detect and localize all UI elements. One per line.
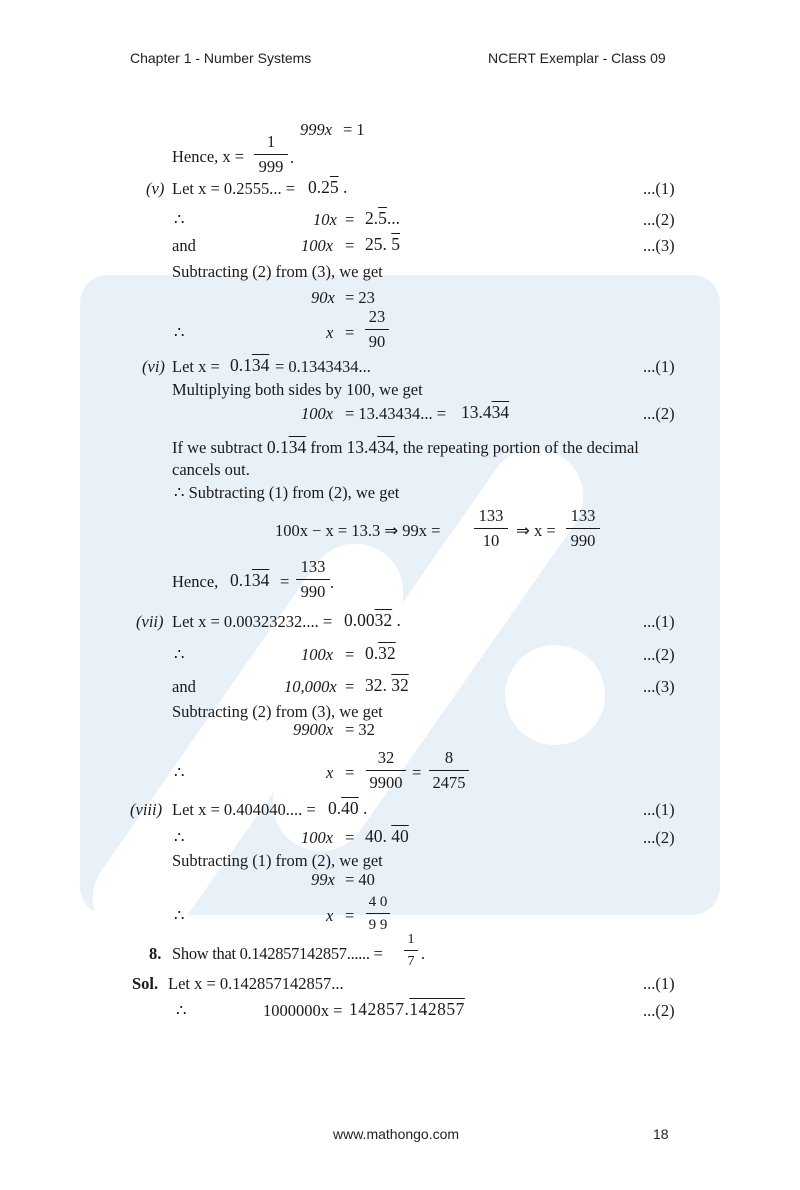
footer-page-number: 18 bbox=[653, 1126, 669, 1142]
therefore-symbol: ∴ bbox=[174, 906, 185, 925]
equation-number: ...(2) bbox=[643, 210, 675, 229]
part-label: (vi) bbox=[142, 357, 165, 376]
recurring-decimal: 0.134 bbox=[230, 570, 270, 590]
recurring-decimal: 40. 40 bbox=[365, 826, 409, 846]
multiplying-text: Multiplying both sides by 100, we get bbox=[172, 380, 423, 399]
subtracting-text: Subtracting (2) from (3), we get bbox=[172, 702, 383, 721]
period: . bbox=[290, 148, 295, 167]
part-label: (viii) bbox=[130, 800, 163, 819]
eq-rhs: = 23 bbox=[345, 288, 375, 307]
fraction: $\frac{4 0}{9 9}$ bbox=[366, 895, 390, 933]
hence-text: Hence, bbox=[172, 572, 219, 591]
solution-label: Sol. bbox=[132, 974, 159, 993]
period: . bbox=[330, 573, 335, 592]
header-chapter: Chapter 1 - Number Systems bbox=[130, 50, 312, 66]
question-text: Show that 0.142857142857...... = bbox=[172, 944, 383, 963]
implies-text: ⇒ x = bbox=[516, 521, 556, 540]
equation-number: ...(2) bbox=[643, 645, 675, 664]
therefore-symbol: ∴ bbox=[174, 828, 185, 847]
eq-rhs: = 32 bbox=[345, 720, 375, 739]
equation-number: ...(2) bbox=[643, 1001, 675, 1020]
recurring-decimal: 13.434 bbox=[461, 402, 510, 422]
eq-lhs: 100x bbox=[301, 645, 334, 664]
eq-lhs: x bbox=[326, 906, 334, 925]
equals: = bbox=[345, 210, 355, 229]
part-label: (v) bbox=[146, 179, 165, 198]
equation-number: ...(1) bbox=[643, 357, 675, 376]
eq-rhs: = 1 bbox=[343, 120, 365, 139]
part-label: (vii) bbox=[136, 612, 164, 631]
equals: = bbox=[345, 323, 355, 342]
fraction: $\frac{133}{10}$ bbox=[474, 508, 508, 549]
fraction: $\frac{133}{990}$ bbox=[296, 559, 330, 600]
equation-number: ...(1) bbox=[643, 800, 675, 819]
subtracting-text: Subtracting (2) from (3), we get bbox=[172, 262, 383, 281]
fraction: $\frac{32}{9900}$ bbox=[366, 750, 406, 791]
recurring-decimal: 25. 5 bbox=[365, 234, 400, 254]
fraction: $\frac{133}{990}$ bbox=[566, 508, 600, 549]
eq-lhs: 999x bbox=[300, 120, 333, 139]
equals: = bbox=[345, 906, 355, 925]
therefore-symbol: ∴ bbox=[174, 323, 185, 342]
let-statement: Let x = 0.142857142857... bbox=[168, 974, 344, 993]
eq-lhs: 100x bbox=[301, 404, 334, 423]
eq-lhs: 90x bbox=[311, 288, 335, 307]
explanation-text: cancels out. bbox=[172, 460, 250, 479]
and-text: and bbox=[172, 236, 196, 255]
eq-lhs: 1000000x = bbox=[263, 1001, 343, 1020]
eq-lhs: 100x bbox=[301, 236, 334, 255]
footer-site: www.mathongo.com bbox=[333, 1126, 460, 1142]
eq-lhs: 99x bbox=[311, 870, 335, 889]
fraction: $\frac{8}{2475}$ bbox=[429, 750, 469, 791]
header-book: NCERT Exemplar - Class 09 bbox=[488, 50, 666, 66]
recurring-decimal: 142857.142857 bbox=[349, 999, 465, 1019]
eq-rhs: = 13.43434... = bbox=[345, 404, 447, 423]
fraction: $\frac{1}{999}$ bbox=[254, 134, 288, 175]
eq-lhs: 10,000x bbox=[284, 677, 337, 696]
question-number: 8. bbox=[149, 944, 162, 963]
recurring-decimal: 32. 32 bbox=[365, 675, 409, 695]
fraction: $\frac{1}{7}$ bbox=[404, 933, 418, 969]
therefore-symbol: ∴ bbox=[174, 645, 185, 664]
period: . bbox=[421, 944, 426, 963]
equals: = bbox=[280, 572, 290, 591]
equals: = bbox=[412, 763, 422, 782]
equation-number: ...(1) bbox=[643, 179, 675, 198]
recurring-decimal: 2.5... bbox=[365, 208, 400, 228]
watermark-dot bbox=[505, 645, 605, 745]
let-statement: Let x = 0.404040.... = bbox=[172, 800, 316, 819]
eq-lhs: x bbox=[326, 763, 334, 782]
let-statement: = 0.1343434... bbox=[275, 357, 371, 376]
therefore-symbol: ∴ bbox=[174, 763, 185, 782]
let-statement: Let x = 0.00323232.... = bbox=[172, 612, 333, 631]
subtracting-text: Subtracting (1) from (2), we get bbox=[172, 851, 383, 870]
equation-number: ...(3) bbox=[643, 236, 675, 255]
recurring-decimal: 0.40 . bbox=[328, 798, 368, 818]
recurring-decimal: 0.0032 . bbox=[344, 610, 401, 630]
eq-lhs: 9900x bbox=[293, 720, 334, 739]
equation-line: 100x − x = 13.3 ⇒ 99x = bbox=[275, 521, 441, 540]
and-text: and bbox=[172, 677, 196, 696]
equals: = bbox=[345, 677, 355, 696]
let-statement: Let x = 0.2555... = bbox=[172, 179, 296, 198]
equals: = bbox=[345, 828, 355, 847]
hence-text: Hence, x = bbox=[172, 147, 245, 166]
explanation-text: If we subtract 0.134 from 13.434, the repeating portion of the decimal bbox=[172, 437, 639, 457]
equation-number: ...(3) bbox=[643, 677, 675, 696]
equals: = bbox=[345, 763, 355, 782]
eq-rhs: = 40 bbox=[345, 870, 375, 889]
equation-number: ...(2) bbox=[643, 828, 675, 847]
subtracting-text: ∴ Subtracting (1) from (2), we get bbox=[174, 483, 400, 502]
therefore-symbol: ∴ bbox=[176, 1001, 187, 1020]
equals: = bbox=[345, 645, 355, 664]
recurring-decimal: 0.25 . bbox=[308, 177, 348, 197]
equation-number: ...(2) bbox=[643, 404, 675, 423]
eq-lhs: x bbox=[326, 323, 334, 342]
fraction: $\frac{23}{90}$ bbox=[365, 309, 389, 350]
equals: = bbox=[345, 236, 355, 255]
recurring-decimal: 0.32 bbox=[365, 643, 396, 663]
equation-number: ...(1) bbox=[643, 974, 675, 993]
eq-lhs: 100x bbox=[301, 828, 334, 847]
therefore-symbol: ∴ bbox=[174, 210, 185, 229]
let-statement: Let x = bbox=[172, 357, 220, 376]
equation-number: ...(1) bbox=[643, 612, 675, 631]
recurring-decimal: 0.134 bbox=[230, 355, 270, 375]
eq-lhs: 10x bbox=[313, 210, 337, 229]
